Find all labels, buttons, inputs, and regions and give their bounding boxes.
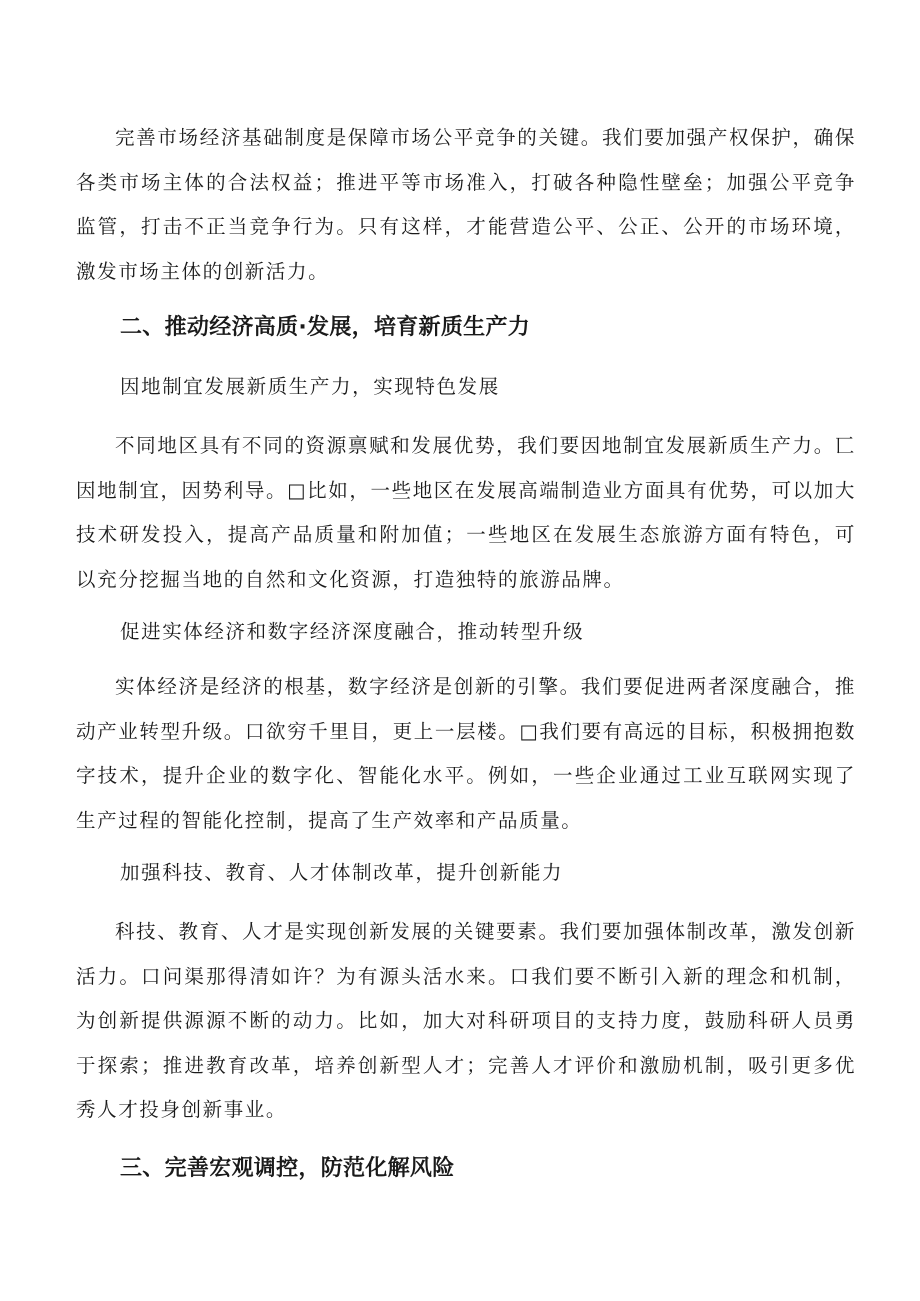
subheading-reform: 加强科技、教育、人才体制改革，提升创新能力 xyxy=(120,861,564,884)
paragraph-market-system: 完善市场经济基础制度是保障市场公平竞争的关键。我们要加强产权保护，确保各类市场主体的合法权益；推进平等市场准入，打破各种隐性壁垒；加强公平竞争监管，打击不正当竞争行为。只有这样，才能营造公平、公正、公开的市场环境，激发市场主体的创新活力。 xyxy=(76,126,856,283)
section-heading-three: 三、完善宏观调控，防范化解风险 xyxy=(120,1156,455,1181)
paragraph-digital-integration: 实体经济是经济的根基，数字经济是创新的引擎。我们要促进两者深度融合，推动产业转型升级。口欲穷千里目，更上一层楼。□我们要有高远的目标，积极拥抱数字技术，提升企业的数字化、智能化水平。例如，一些企业通过工业互联网实现了生产过程的智能化控制，提高了生产效率和产品质量。 xyxy=(76,675,856,832)
subheading-local-conditions: 因地制宜发展新质生产力，实现特色发展 xyxy=(120,375,500,398)
section-heading-two: 二、推动经济高质·发展，培育新质生产力 xyxy=(120,315,531,340)
subheading-digital-integration: 促进实体经济和数字经济深度融合，推动转型升级 xyxy=(120,620,585,643)
paragraph-reform: 科技、教育、人才是实现创新发展的关键要素。我们要加强体制改革，激发创新活力。口问渠那得清如许？为有源头活水来。口我们要不断引入新的理念和机制，为创新提供源源不断的动力。比如，加大对科研项目的支持力度，鼓励科研人员勇于探索；推进教育改革，培养创新型人才；完善人才评价和激励机制，吸引更多优秀人才投身创新事业。 xyxy=(76,920,856,1122)
paragraph-local-conditions: 不同地区具有不同的资源禀赋和发展优势，我们要因地制宜发展新质生产力。匸因地制宜，因势利导。□比如，一些地区在发展高端制造业方面具有优势，可以加大技术研发投入，提高产品质量和附加值；一些地区在发展生态旅游方面有特色，可以充分挖掘当地的自然和文化资源，打造独特的旅游品牌。 xyxy=(76,434,856,591)
